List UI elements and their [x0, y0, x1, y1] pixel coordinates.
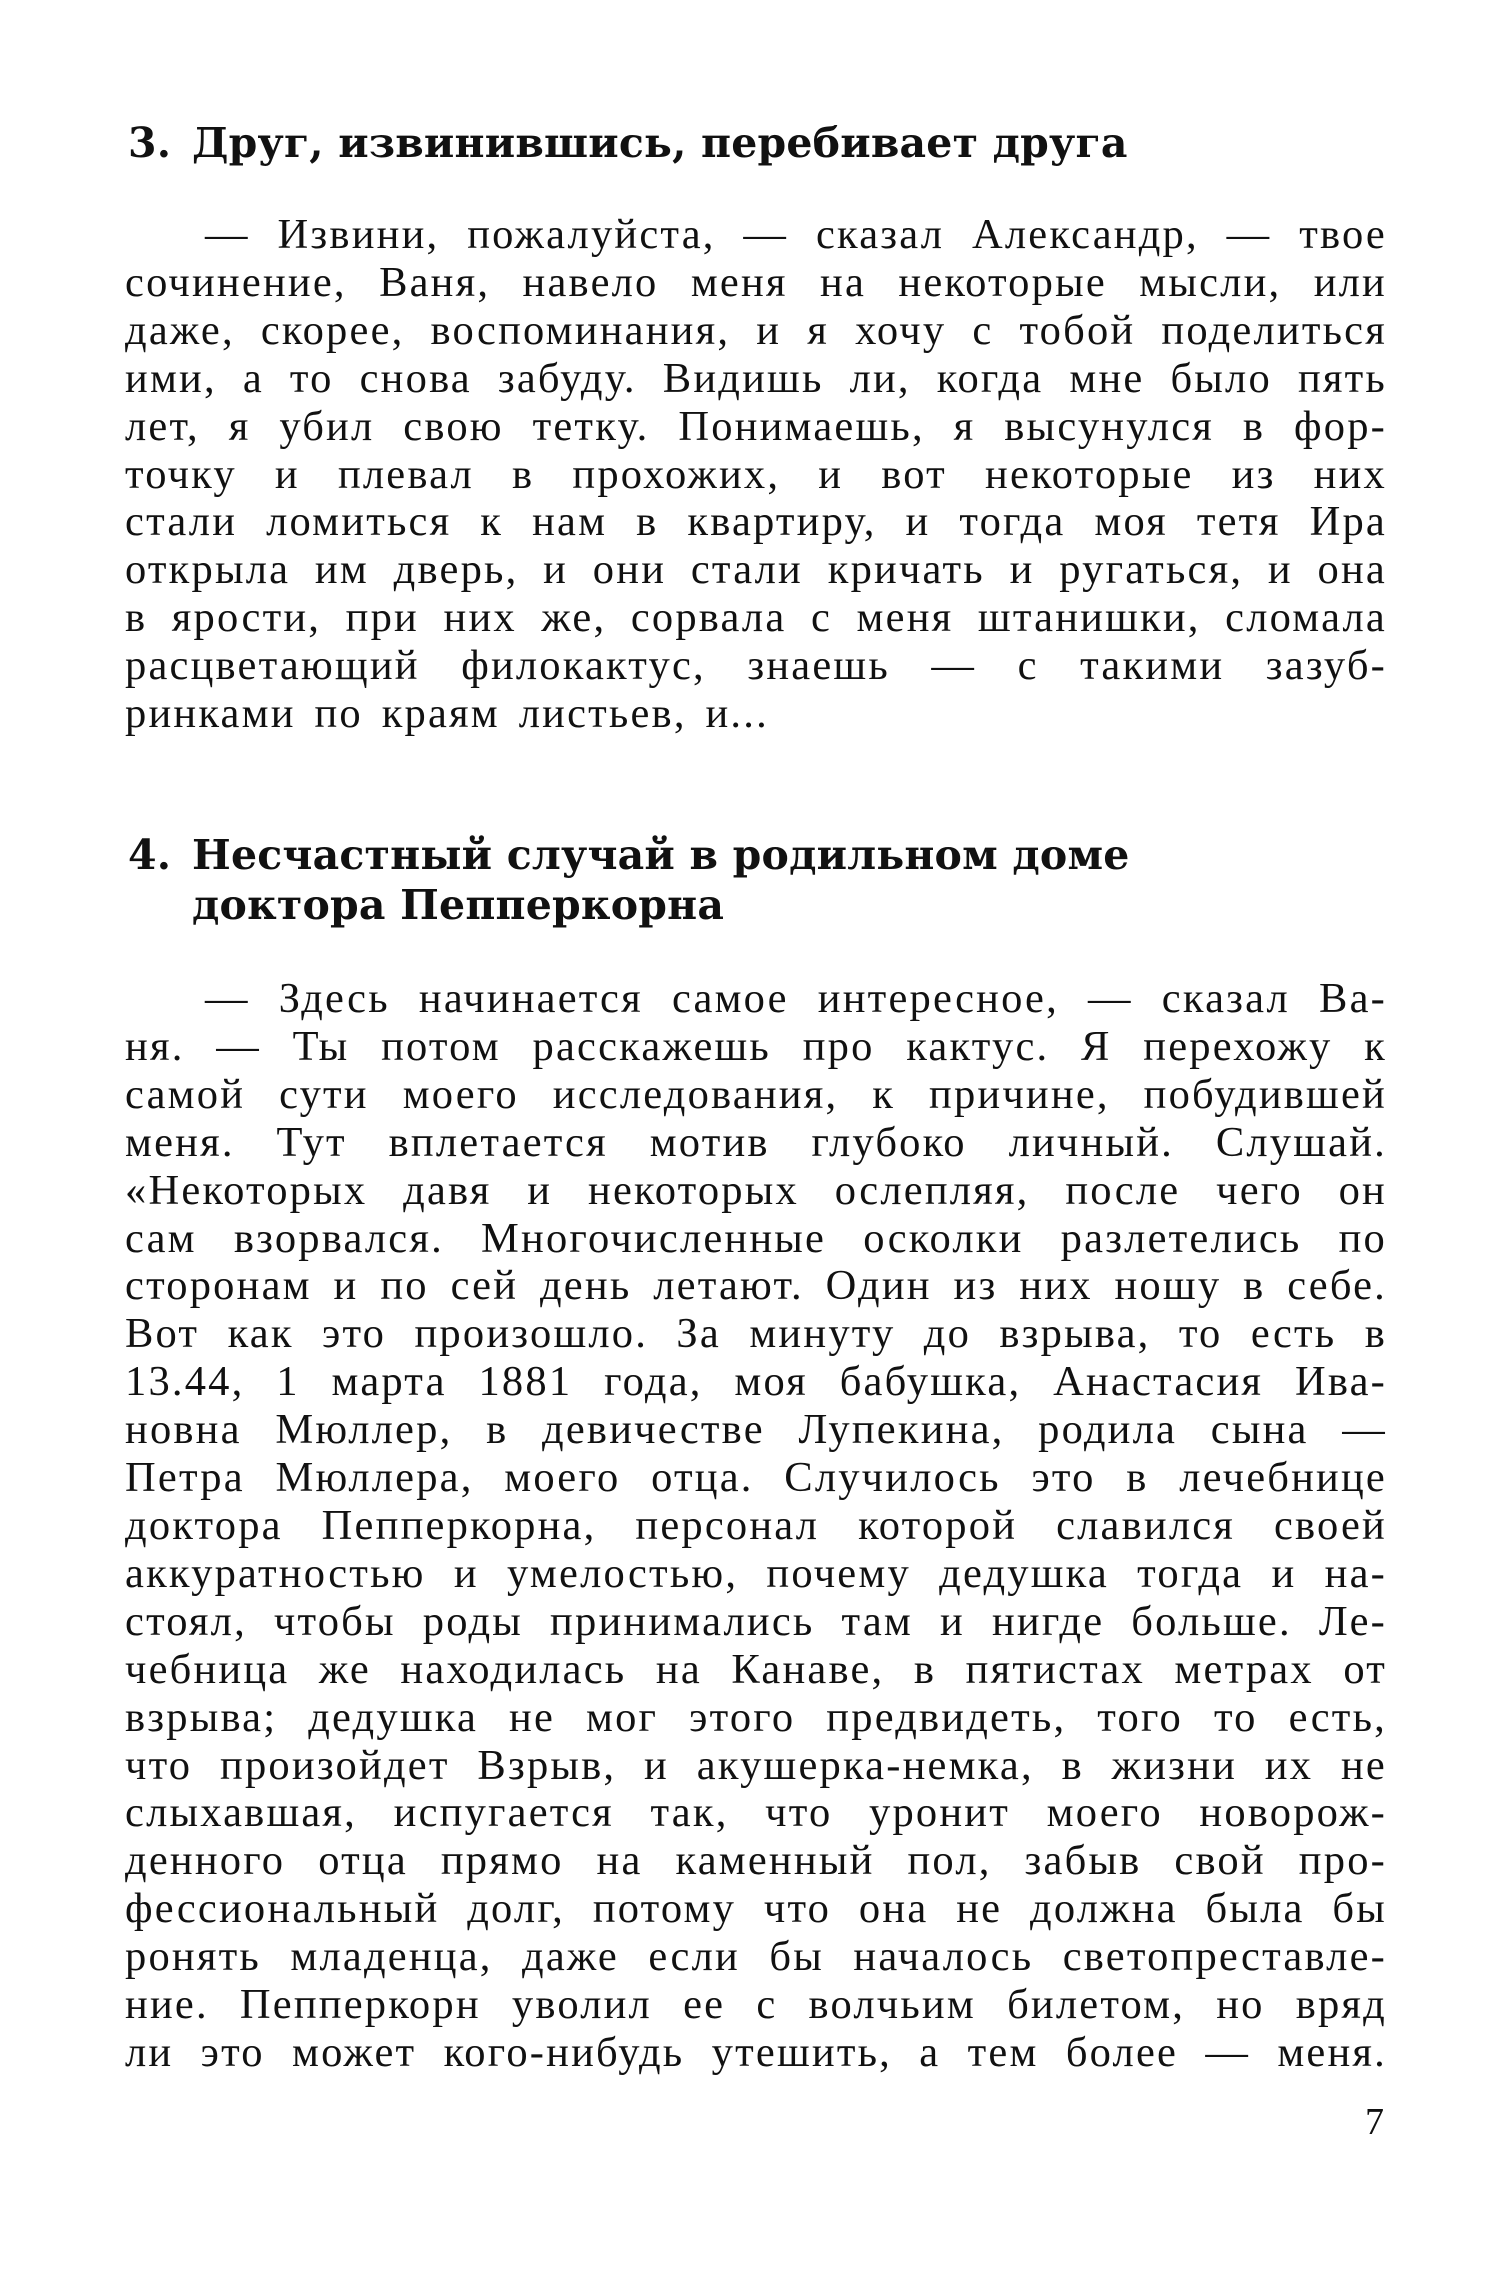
text-line: доктора Пепперкорна, персонал которой славился своей: [125, 1501, 1387, 1549]
text-line: ронять младенца, даже если бы началось светопреставле-: [125, 1933, 1387, 1981]
text-line: даже, скорее, воспоминания, и я хочу с тобой поделиться: [125, 306, 1387, 354]
text-line: аккуратностью и умелостью, почему дедушка тогда и на-: [125, 1549, 1387, 1597]
text-line: ня. — Ты потом расскажешь про кактус. Я перехожу к: [125, 1022, 1387, 1070]
text-line: Петра Мюллера, моего отца. Случилось это в лечебнице: [125, 1454, 1387, 1502]
text-line: взрыва; дедушка не мог этого предвидеть, того то есть,: [125, 1693, 1387, 1741]
text-line: сочинение, Ваня, навело меня на некоторые мысли, или: [125, 258, 1387, 306]
text-line: ли это может кого-нибудь утешить, а тем более — меня.: [125, 2028, 1387, 2076]
section-3-paragraph: [125, 211, 1387, 738]
text-line: новна Мюллер, в девичестве Лупекина, родила сына —: [125, 1406, 1387, 1454]
section-3-number: 3.: [128, 119, 172, 167]
text-line: расцветающий филокактус, знаешь — с такими зазуб-: [125, 642, 1387, 690]
section-4-paragraph: [125, 975, 1387, 2077]
text-line: что произойдет Взрыв, и акушерка-немка, в жизни их не: [125, 1741, 1387, 1789]
text-line: ринками по краям листьев, и...: [125, 690, 769, 738]
text-line: — Извини, пожалуйста, — сказал Александр, — твое: [205, 211, 1387, 258]
text-line: «Некоторых давя и некоторых ослепляя, после чего он: [125, 1166, 1387, 1214]
text-line: меня. Тут вплетается мотив глубоко личный. Слушай.: [125, 1118, 1387, 1166]
text-line: сторонам и по сей день летают. Один из них ношу в себе.: [125, 1262, 1387, 1310]
section-4-title-line-2: доктора Пепперкорна: [192, 881, 725, 929]
text-line: в ярости, при них же, сорвала с меня штанишки, сломала: [125, 594, 1387, 642]
text-line: открыла им дверь, и они стали кричать и ругаться, и она: [125, 546, 1387, 594]
text-line: — Здесь начинается самое интересное, — сказал Ва-: [205, 975, 1387, 1022]
text-line: Вот как это произошло. За минуту до взрыва, то есть в: [125, 1310, 1387, 1358]
page-number: 7: [1365, 2101, 1384, 2143]
text-line: стали ломиться к нам в квартиру, и тогда моя тетя Ира: [125, 498, 1387, 546]
section-4-heading: [128, 830, 1130, 930]
text-line: стоял, чтобы роды принимались там и нигде больше. Ле-: [125, 1597, 1387, 1645]
text-line: денного отца прямо на каменный пол, забыв свой про-: [125, 1837, 1387, 1885]
text-line: слыхавшая, испугается так, что уронит моего новорож-: [125, 1789, 1387, 1837]
text-line: точку и плевал в прохожих, и вот некоторые из них: [125, 450, 1387, 498]
text-line: ими, а то снова забуду. Видишь ли, когда мне было пять: [125, 354, 1387, 402]
section-4-number: 4.: [128, 831, 172, 879]
section-4-title-line-1: Несчастный случай в родильном доме: [192, 831, 1130, 879]
text-line: 13.44, 1 марта 1881 года, моя бабушка, Анастасия Ива-: [125, 1358, 1387, 1406]
text-line: ние. Пепперкорн уволил ее с волчьим билетом, но вряд: [125, 1981, 1387, 2029]
text-line: чебница же находилась на Канаве, в пятистах метрах от: [125, 1645, 1387, 1693]
section-3-heading: [128, 118, 1128, 168]
section-3-title: Друг, извинившись, перебивает друга: [192, 119, 1128, 167]
text-line: лет, я убил свою тетку. Понимаешь, я высунулся в фор-: [125, 402, 1387, 450]
text-line: самой сути моего исследования, к причине, побудившей: [125, 1070, 1387, 1118]
text-line: фессиональный долг, потому что она не должна была бы: [125, 1885, 1387, 1933]
text-line: сам взорвался. Многочисленные осколки разлетелись по: [125, 1214, 1387, 1262]
